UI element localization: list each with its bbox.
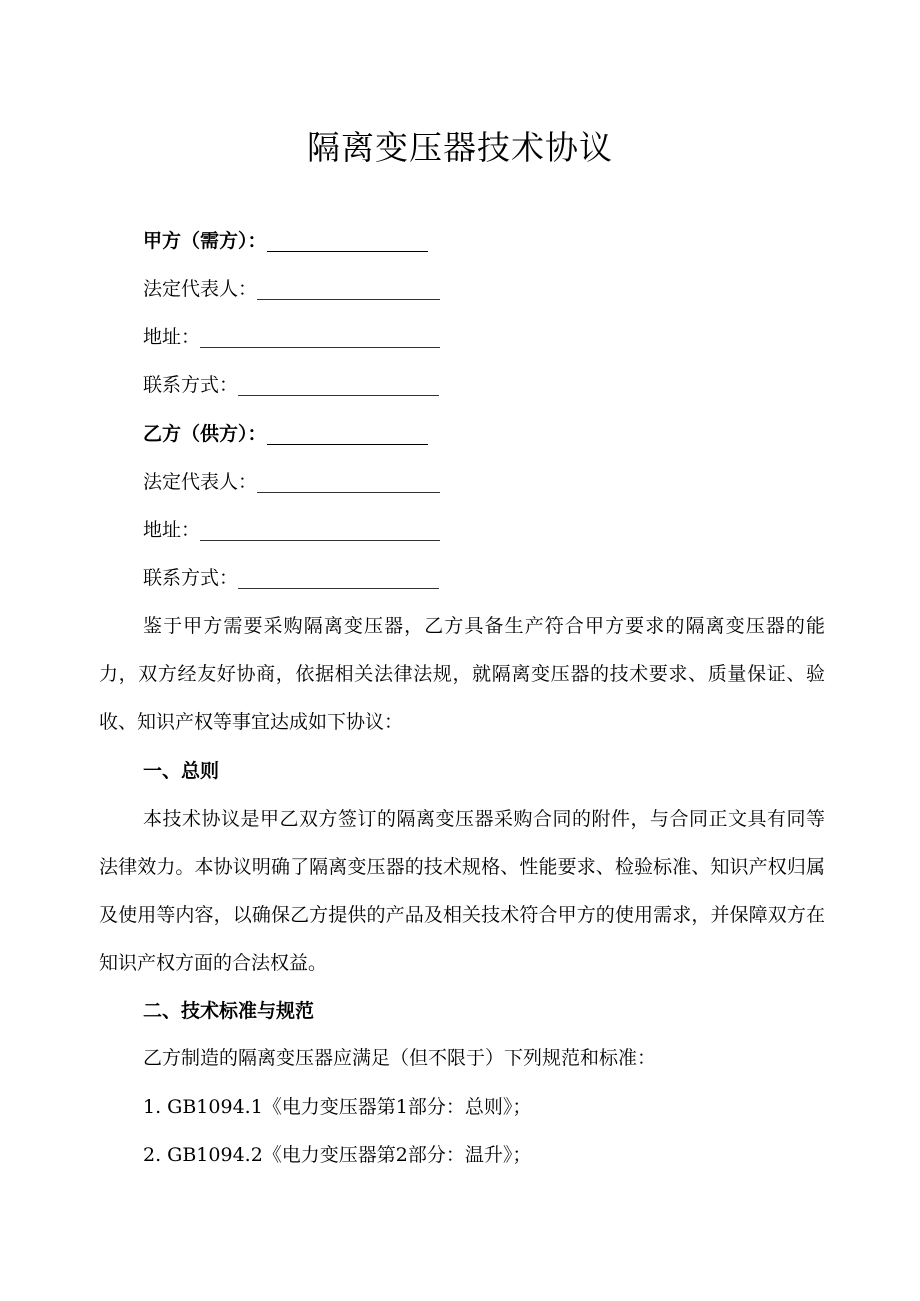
party-b-contact-field — [143, 563, 439, 593]
party-b-representative-field — [143, 467, 440, 497]
party-b-blank[interactable] — [267, 422, 428, 445]
party-b-representative-blank[interactable] — [257, 470, 440, 493]
party-b-address-blank[interactable] — [200, 518, 440, 541]
intro-paragraph: 鉴于甲方需要采购隔离变压器，乙方具备生产符合甲方要求的隔离变压器的能力，双方经友好协商，依据相关法律法规，就隔离变压器的技术要求、质量保证、验收、知识产权等事宜达成如下协议： — [99, 615, 825, 733]
party-b-address-field — [143, 515, 440, 545]
section-2-heading: 二、技术标准与规范 — [143, 1000, 315, 1022]
party-a-representative-label: 法定代表人： — [143, 278, 258, 300]
party-b-contact-blank[interactable] — [238, 566, 439, 589]
party-b-label: 乙方（供方）： — [143, 423, 267, 445]
party-a-address-label: 地址： — [143, 326, 201, 348]
party-a-address-field — [143, 322, 440, 352]
party-a-blank[interactable] — [267, 229, 428, 252]
party-b-field — [143, 419, 428, 449]
section-1-body: 本技术协议是甲乙双方签订的隔离变压器采购合同的附件，与合同正文具有同等法律效力。本协议明确了隔离变压器的技术规格、性能要求、检验标准、知识产权归属及使用等内容，以确保乙方提供的产品及相关技术符合甲方的使用需求，并保障双方在知识产权方面的合法权益。 — [99, 808, 825, 974]
party-a-label: 甲方（需方）： — [143, 230, 267, 252]
section-2-lead: 乙方制造的隔离变压器应满足（但不限于）下列规范和标准： — [143, 1047, 657, 1069]
party-a-contact-label: 联系方式： — [143, 374, 239, 396]
party-b-address-label: 地址： — [143, 519, 201, 541]
document-title: 隔离变压器技术协议 — [307, 128, 613, 167]
standard-item: 1. GB1094.1《电力变压器第1部分：总则》； — [143, 1096, 532, 1118]
party-a-contact-field — [143, 370, 439, 400]
party-b-contact-label: 联系方式： — [143, 567, 239, 589]
party-a-contact-blank[interactable] — [238, 373, 439, 396]
party-a-address-blank[interactable] — [200, 325, 440, 348]
party-a-representative-field — [143, 274, 440, 304]
standard-item: 2. GB1094.2《电力变压器第2部分：温升》； — [143, 1144, 532, 1166]
party-b-representative-label: 法定代表人： — [143, 471, 258, 493]
section-1-heading: 一、总则 — [143, 760, 220, 782]
party-a-representative-blank[interactable] — [257, 277, 440, 300]
party-a-field — [143, 226, 428, 256]
